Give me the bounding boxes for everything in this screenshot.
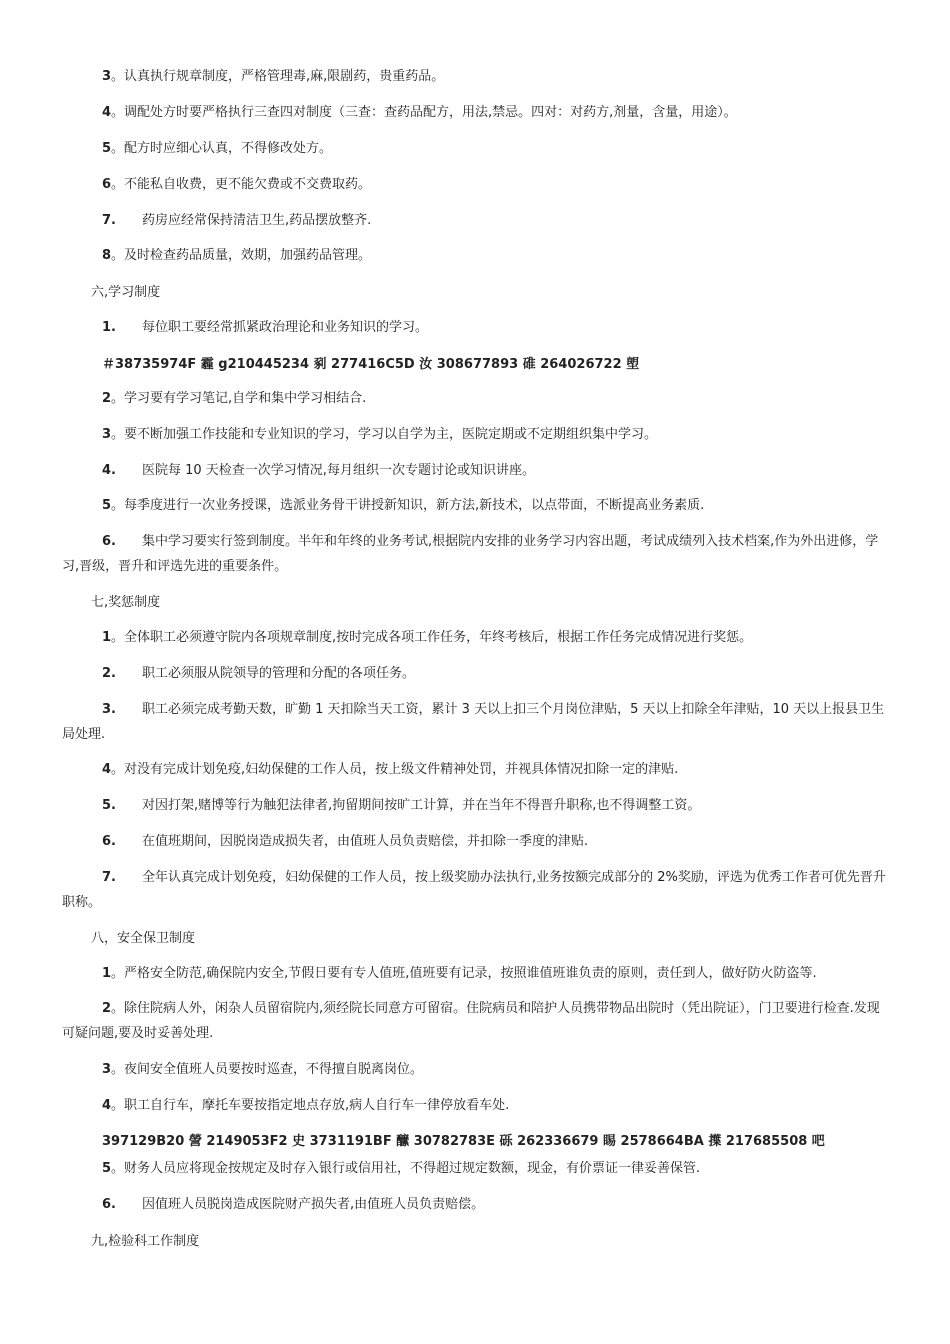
rule-item xyxy=(62,315,892,340)
rule-item xyxy=(62,661,892,686)
rule-item xyxy=(62,243,892,268)
rule-item xyxy=(62,1057,892,1082)
watermark-code-line: ＃38735974F 霾 g210445234 剢 277416C5D 汝 308677893 碓 264026722 塱 xyxy=(102,357,640,372)
item-number: 4 xyxy=(102,762,112,777)
item-number: 4. xyxy=(102,463,116,478)
rule-item xyxy=(62,458,892,483)
item-text: 每位职工要经常抓紧政治理论和业务知识的学习。 xyxy=(142,320,429,335)
item-text: 。职工自行车，摩托车要按指定地点存放,病人自行车一律停放看车处. xyxy=(111,1098,510,1113)
item-number: 1 xyxy=(102,966,112,981)
item-text: 。除住院病人外，闲杂人员留宿院内,须经院长同意方可留宿。住院病员和陪护人员携带物品出院时（凭出院证），门卫要进行检查.发现可疑问题,要及时妥善处理. xyxy=(62,1001,880,1041)
item-number: 3 xyxy=(102,69,112,84)
rule-item xyxy=(62,697,892,747)
item-text: 职工必须服从院领导的管理和分配的各项任务。 xyxy=(142,666,416,681)
item-number: 5. xyxy=(102,798,116,813)
item-number: 1. xyxy=(102,320,116,335)
rule-item xyxy=(62,422,892,447)
item-text: 集中学习要实行签到制度。半年和年终的业务考试,根据院内安排的业务学习内容出题，考试成绩列入技术档案,作为外出进修，学习,晋级，晋升和评选先进的重要条件。 xyxy=(62,534,879,574)
rule-item xyxy=(62,625,892,650)
section-heading: 八，安全保卫制度 xyxy=(91,931,196,946)
rule-item xyxy=(62,100,892,125)
item-number: 6. xyxy=(102,834,116,849)
item-text: 因值班人员脱岗造成医院财产损失者,由值班人员负责赔偿。 xyxy=(142,1197,485,1212)
rule-item xyxy=(62,961,892,986)
item-number: 6. xyxy=(102,1197,116,1212)
rule-item xyxy=(62,208,892,233)
rule-item xyxy=(62,172,892,197)
rule-item xyxy=(62,865,892,915)
item-text: 。夜间安全值班人员要按时巡查，不得擅自脱离岗位。 xyxy=(111,1062,424,1077)
item-number: 7. xyxy=(102,870,116,885)
rule-item xyxy=(62,757,892,782)
item-text: 。及时检查药品质量，效期，加强药品管理。 xyxy=(111,248,372,263)
item-text: 职工必须完成考勤天数，旷勤 1 天扣除当天工资，累计 3 天以上扣三个月岗位津贴，5 天以上扣除全年津贴，10 天以上报县卫生局处理. xyxy=(62,702,885,742)
item-text: 对因打架,赌博等行为触犯法律者,拘留期间按旷工计算，并在当年不得晋升职称,也不得调整工资。 xyxy=(142,798,701,813)
item-number: 4 xyxy=(102,1098,112,1113)
item-text: 。全体职工必须遵守院内各项规章制度,按时完成各项工作任务，年终考核后，根据工作任务完成情况进行奖惩。 xyxy=(111,630,753,645)
watermark-code-line: 397129B20 謍 2149053F2 史 3731191BF 醿 30782783E 砾 262336679 睗 2578664BA 擛 217685508 吧 xyxy=(102,1134,825,1149)
item-text: 。财务人员应将现金按规定及时存入银行或信用社，不得超过规定数额，现金，有价票证一律妥善保管. xyxy=(111,1161,701,1176)
item-number: 3. xyxy=(102,702,116,717)
section-heading: 七,奖惩制度 xyxy=(91,595,161,610)
item-text: 。不能私自收费，更不能欠费或不交费取药。 xyxy=(111,177,372,192)
item-text: 。要不断加强工作技能和专业知识的学习，学习以自学为主，医院定期或不定期组织集中学习。 xyxy=(111,427,658,442)
item-text: 。严格安全防范,确保院内安全,节假日要有专人值班,值班要有记录，按照谁值班谁负责的原则，责任到人，做好防火防盗等. xyxy=(111,966,817,981)
item-number: 5 xyxy=(102,498,112,513)
item-text: 。配方时应细心认真，不得修改处方。 xyxy=(111,141,333,156)
rule-item xyxy=(62,1156,892,1181)
rule-item xyxy=(62,529,892,579)
item-text: 在值班期间，因脱岗造成损失者，由值班人员负责赔偿，并扣除一季度的津贴. xyxy=(142,834,589,849)
rule-item xyxy=(62,1093,892,1118)
item-text: 。认真执行规章制度，严格管理毒,麻,限剧药，贵重药品。 xyxy=(111,69,445,84)
item-number: 2 xyxy=(102,391,112,406)
item-text: 药房应经常保持清洁卫生,药品摆放整齐. xyxy=(142,213,372,228)
item-number: 3 xyxy=(102,427,112,442)
rule-item xyxy=(62,493,892,518)
rule-item xyxy=(62,1192,892,1217)
section-heading: 九,检验科工作制度 xyxy=(91,1234,200,1249)
item-text: 。每季度进行一次业务授课，选派业务骨干讲授新知识，新方法,新技术，以点带面，不断提高业务素质. xyxy=(111,498,705,513)
item-text: 。对没有完成计划免疫,妇幼保健的工作人员，按上级文件精神处罚，并视具体情况扣除一定的津贴. xyxy=(111,762,679,777)
rule-item xyxy=(62,793,892,818)
rule-item xyxy=(62,829,892,854)
rule-item xyxy=(62,996,892,1046)
item-number: 2. xyxy=(102,666,116,681)
item-number: 3 xyxy=(102,1062,112,1077)
item-number: 8 xyxy=(102,248,112,263)
rule-item xyxy=(62,64,892,89)
item-number: 5 xyxy=(102,141,112,156)
item-text: 。调配处方时要严格执行三查四对制度（三查：查药品配方，用法,禁忌。四对：对药方,剂量，含量，用途）。 xyxy=(111,105,737,120)
item-number: 7. xyxy=(102,213,116,228)
rule-item xyxy=(62,386,892,411)
item-text: 。学习要有学习笔记,自学和集中学习相结合. xyxy=(111,391,367,406)
section-heading: 六,学习制度 xyxy=(91,285,161,300)
item-number: 6 xyxy=(102,177,112,192)
item-text: 医院每 10 天检查一次学习情况,每月组织一次专题讨论或知识讲座。 xyxy=(142,463,535,478)
item-number: 2 xyxy=(102,1001,112,1016)
item-number: 5 xyxy=(102,1161,112,1176)
rule-item xyxy=(62,136,892,161)
item-number: 4 xyxy=(102,105,112,120)
item-text: 全年认真完成计划免疫，妇幼保健的工作人员，按上级奖励办法执行,业务按额完成部分的 2%奖励，评选为优秀工作者可优先晋升职称。 xyxy=(62,870,886,910)
item-number: 1 xyxy=(102,630,112,645)
item-number: 6. xyxy=(102,534,116,549)
